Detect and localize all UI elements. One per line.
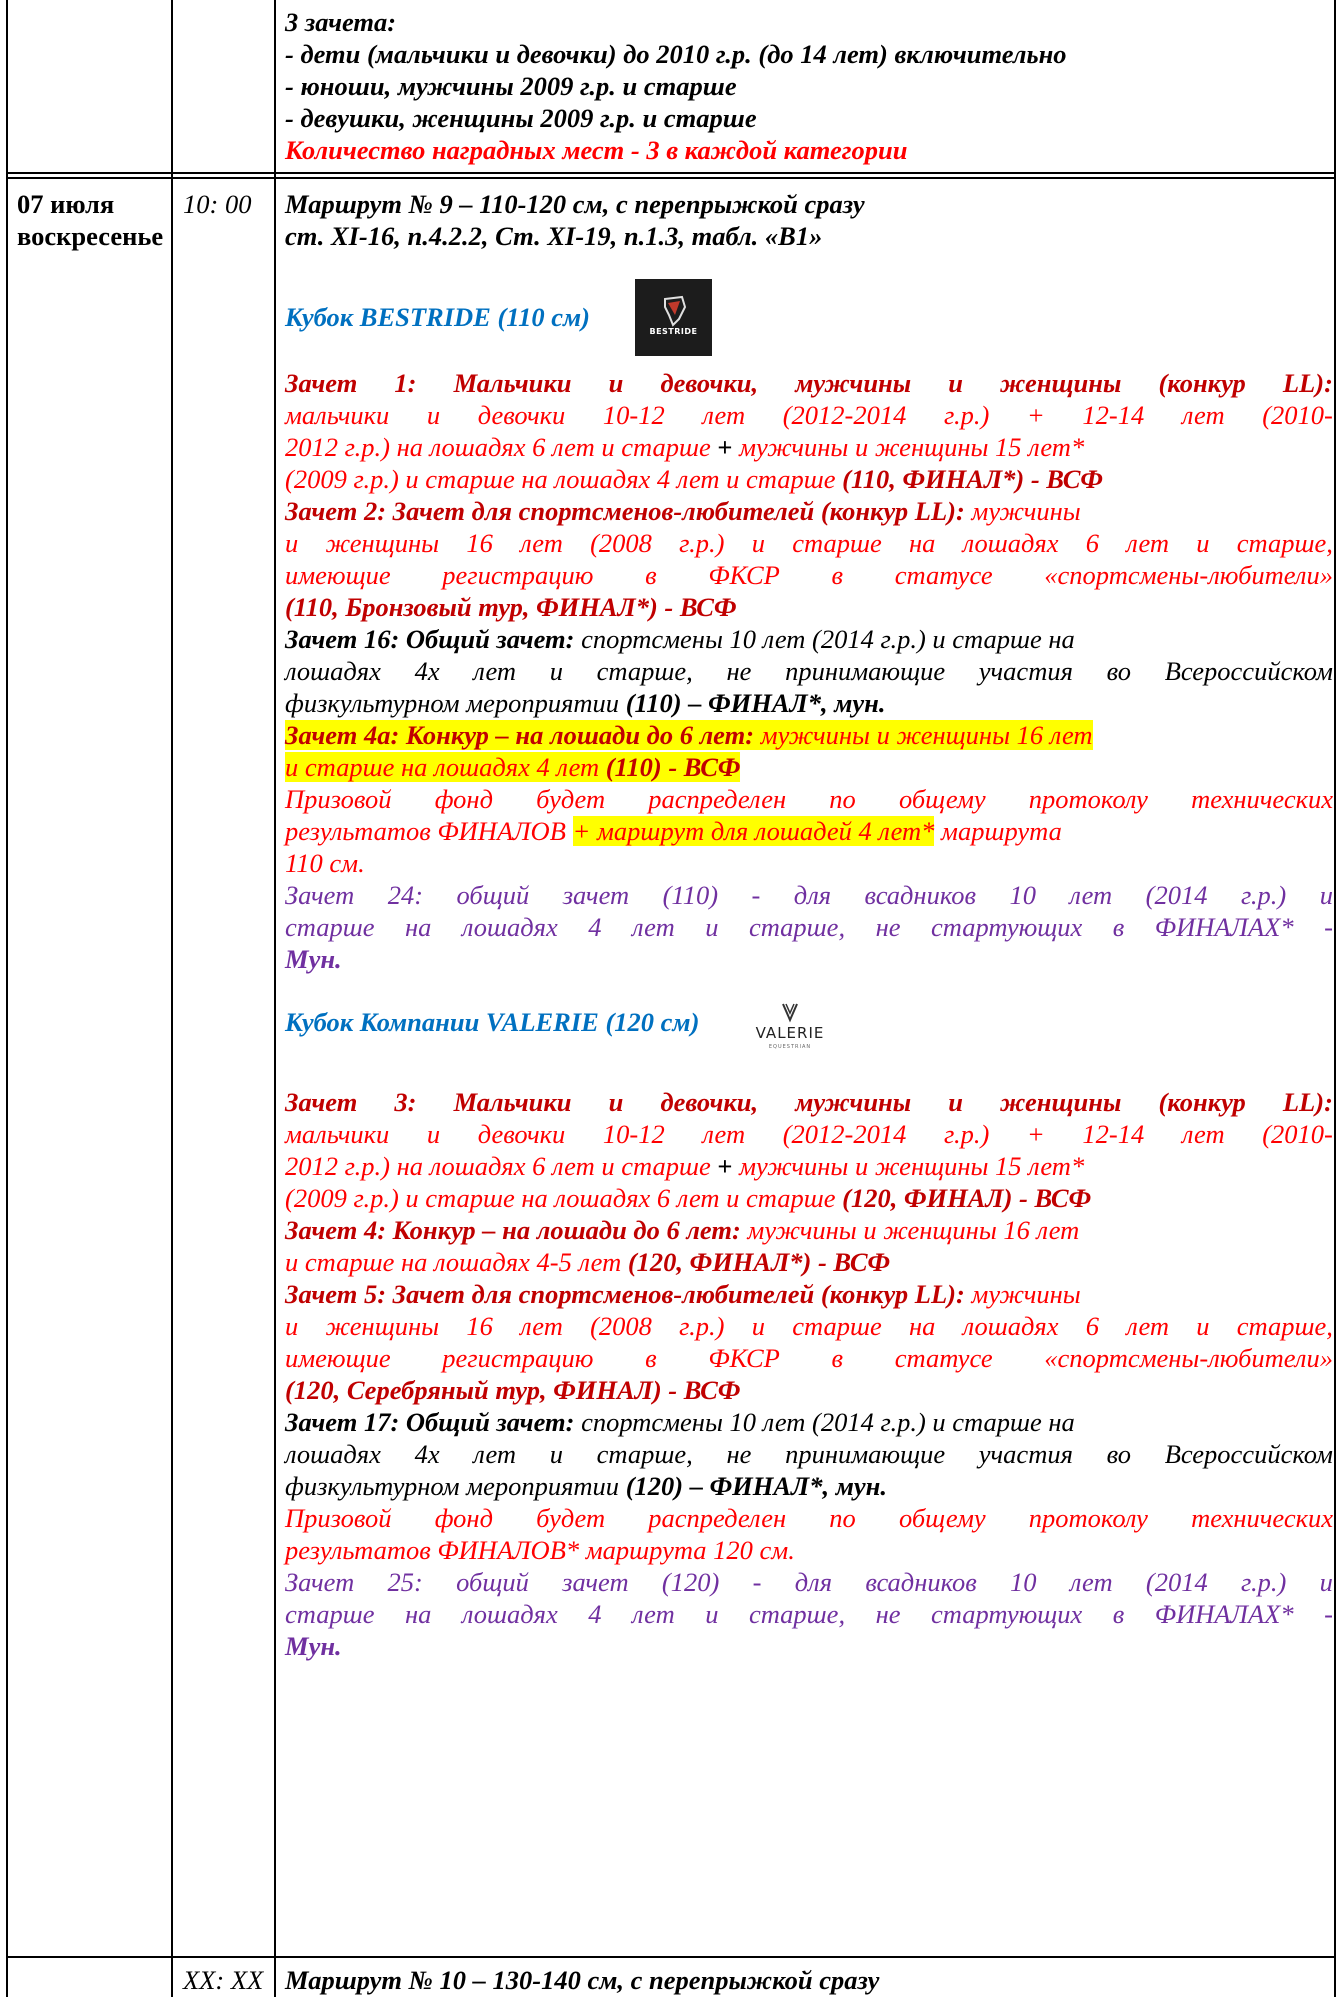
bestride-logo [635, 279, 712, 356]
z3-l2: мальчики и девочки 10-12 лет (2012-2014 г.р.) + 12-14 лет (2010- [285, 1119, 1333, 1149]
z25-l2: старше на лошадях 4 лет и старше, не стартующих в ФИНАЛАХ* - [285, 1599, 1333, 1629]
valerie-logo-text: VALERIE [755, 1024, 825, 1042]
z24-l1: Зачет 24: общий зачет (110) - для всадников 10 лет (2014 г.р.) и [285, 880, 1333, 910]
day-date: 07 июля [17, 189, 115, 219]
row-divider-2 [6, 1956, 1336, 1958]
z2-l4: (110, Бронзовый тур, ФИНАЛ*) - ВСФ [285, 592, 737, 622]
valerie-logo-sub: EQUESTRIAN [768, 1044, 812, 1050]
top-l5: Количество наградных мест - 3 в каждой категории [285, 135, 908, 165]
z3-l4: (2009 г.р.) и старше на лошадях 6 лет и старше (120, ФИНАЛ) - ВСФ [285, 1183, 1092, 1213]
route10-title: Маршрут № 10 – 130-140 см, с перепрыжкой сразу [285, 1965, 880, 1995]
row-divider-1 [6, 172, 1336, 174]
z4-l2: и старше на лошадях 4-5 лет (120, ФИНАЛ*) - ВСФ [285, 1247, 891, 1277]
z25-l1: Зачет 25: общий зачет (120) - для всадников 10 лет (2014 г.р.) и [285, 1567, 1333, 1597]
z24-l2: старше на лошадях 4 лет и старше, не стартующих в ФИНАЛАХ* - [285, 912, 1333, 942]
z17-l3: физкультурном мероприятии (120) – ФИНАЛ*, мун. [285, 1471, 887, 1501]
z2-head: Зачет 2: Зачет для спортсменов-любителей (конкур LL): мужчины [285, 496, 1081, 526]
valerie-cup-title: Кубок Компании VALERIE (120 см) [285, 1007, 700, 1037]
z5-l3: имеющие регистрацию в ФКСР в статусе «спортсмены-любители» [285, 1343, 1333, 1373]
z2-l2: и женщины 16 лет (2008 г.р.) и старше на лошадях 6 лет и старше, [285, 528, 1333, 558]
route9-rules: ст. XI-16, п.4.2.2, Ст. XI-19, п.1.3, табл. «В1» [285, 221, 823, 251]
table-border-right [1334, 0, 1336, 1997]
z4a-l2: и старше на лошадях 4 лет (110) - ВСФ [285, 752, 741, 782]
day-weekday: воскресенье [17, 221, 164, 251]
z17-head: Зачет 17: Общий зачет: спортсмены 10 лет (2014 г.р.) и старше на [285, 1407, 1075, 1437]
table-col-divider-1 [171, 0, 173, 1997]
z3-l3: 2012 г.р.) на лошадях 6 лет и старше + мужчины и женщины 15 лет* [285, 1151, 1085, 1181]
z25-l3: Мун. [285, 1631, 342, 1661]
z5-head: Зачет 5: Зачет для спортсменов-любителей (конкур LL): мужчины [285, 1279, 1081, 1309]
table-border-left [6, 0, 8, 1997]
row-divider-1b [6, 177, 1336, 179]
z3-head: Зачет 3: Мальчики и девочки, мужчины и женщины (конкур LL): [285, 1087, 1333, 1117]
z1-l2: мальчики и девочки 10-12 лет (2012-2014 г.р.) + 12-14 лет (2010- [285, 400, 1333, 430]
top-l2: - дети (мальчики и девочки) до 2010 г.р. (до 14 лет) включительно [285, 39, 1067, 69]
z5-l2: и женщины 16 лет (2008 г.р.) и старше на лошадях 6 лет и старше, [285, 1311, 1333, 1341]
z4-head: Зачет 4: Конкур – на лошади до 6 лет: мужчины и женщины 16 лет [285, 1215, 1080, 1245]
z1-l4: (2009 г.р.) и старше на лошадях 4 лет и старше (110, ФИНАЛ*) - ВСФ [285, 464, 1103, 494]
z16-head: Зачет 16: Общий зачет: спортсмены 10 лет (2014 г.р.) и старше на [285, 624, 1075, 654]
z2-l3: имеющие регистрацию в ФКСР в статусе «спортсмены-любители» [285, 560, 1333, 590]
valerie-logo [748, 1000, 832, 1060]
bestride-prize-l3: 110 см. [285, 848, 365, 878]
table-col-divider-2 [274, 0, 276, 1997]
z5-l4: (120, Серебряный тур, ФИНАЛ) - ВСФ [285, 1375, 741, 1405]
z24-l3: Мун. [285, 944, 342, 974]
bestride-prize-l2: результатов ФИНАЛОВ + маршрут для лошадей 4 лет* маршрута [285, 816, 1062, 846]
z17-l2: лошадях 4х лет и старше, не принимающие участия во Всероссийском [285, 1439, 1333, 1469]
z1-l3: 2012 г.р.) на лошадях 6 лет и старше + мужчины и женщины 15 лет* [285, 432, 1085, 462]
bestride-logo-text: BESTRIDE [649, 327, 698, 336]
next-row-time: XX: XX [183, 1965, 264, 1995]
z16-l2: лошадях 4х лет и старше, не принимающие участия во Всероссийском [285, 656, 1333, 686]
top-l4: - девушки, женщины 2009 г.р. и старше [285, 103, 757, 133]
bestride-prize-l1: Призовой фонд будет распределен по общему протоколу технических [285, 784, 1333, 814]
z1-head: Зачет 1: Мальчики и девочки, мужчины и женщины (конкур LL): [285, 368, 1333, 398]
valerie-prize-l1: Призовой фонд будет распределен по общему протоколу технических [285, 1503, 1333, 1533]
z4a-head: Зачет 4а: Конкур – на лошади до 6 лет: мужчины и женщины 16 лет [285, 720, 1093, 750]
top-l1: 3 зачета: [285, 7, 397, 37]
z16-l3: физкультурном мероприятии (110) – ФИНАЛ*, мун. [285, 688, 886, 718]
bestride-cup-title: Кубок BESTRIDE (110 см) [285, 302, 590, 332]
valerie-prize-l2: результатов ФИНАЛОВ* маршрута 120 см. [285, 1535, 795, 1565]
top-l3: - юноши, мужчины 2009 г.р. и старше [285, 71, 737, 101]
route9-title: Маршрут № 9 – 110-120 см, с перепрыжкой сразу [285, 189, 865, 219]
start-time: 10: 00 [183, 189, 252, 219]
